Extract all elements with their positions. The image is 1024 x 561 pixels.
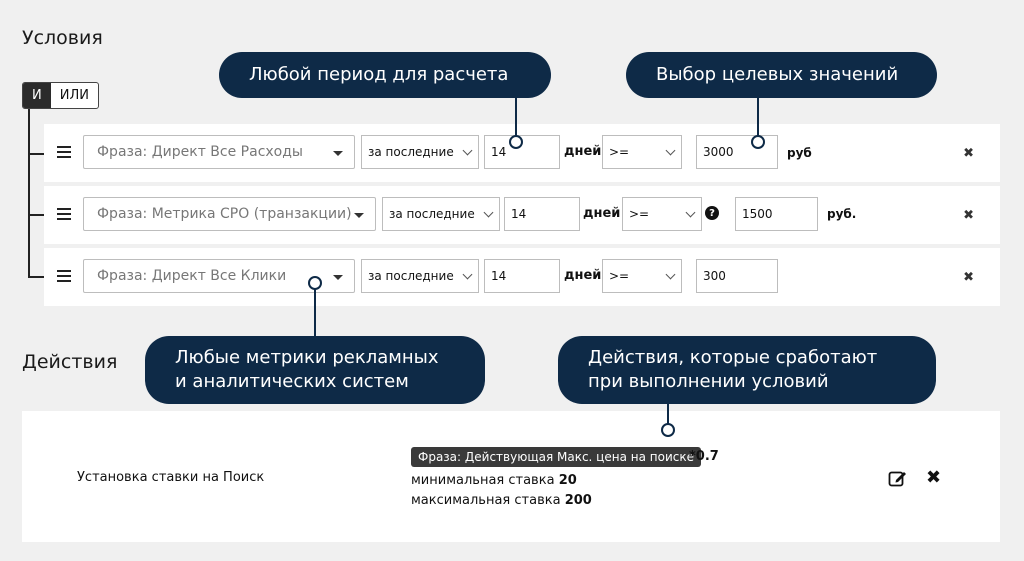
chevron-down-icon <box>484 208 494 218</box>
operator-select[interactable] <box>622 197 702 231</box>
tree-branch <box>28 214 44 216</box>
callout-pointer-line <box>757 98 759 136</box>
period-select-value: за последние <box>368 145 454 159</box>
callout-pointer-dot <box>751 135 765 149</box>
caret-down-icon <box>333 151 343 156</box>
callout-actions-line2: при выполнении условий <box>588 371 829 392</box>
days-input[interactable]: 14 <box>484 259 560 293</box>
metric-select[interactable] <box>83 135 355 169</box>
callout-metrics <box>145 336 485 404</box>
condition-row <box>44 186 1000 244</box>
target-value-input[interactable]: 3000 <box>696 135 778 169</box>
max-bid-label: максимальная ставка <box>411 493 561 508</box>
conditions-title: Условия <box>22 27 103 49</box>
callout-metrics-line1: Любые метрики рекламных <box>175 347 439 368</box>
chevron-down-icon <box>463 270 473 280</box>
operator-select-value: >= <box>609 145 630 159</box>
callout-actions-line1: Действия, которые сработают <box>588 347 878 368</box>
days-input[interactable]: 14 <box>504 197 580 231</box>
callout-target <box>626 52 937 98</box>
chevron-down-icon <box>463 146 473 156</box>
days-label: дней <box>564 268 602 283</box>
drag-handle-icon[interactable] <box>57 208 71 220</box>
unit-label: руб <box>787 146 812 160</box>
action-item <box>22 411 1000 542</box>
operator-select-value: >= <box>629 207 650 221</box>
unit-label: руб. <box>827 207 857 221</box>
drag-handle-icon[interactable] <box>57 270 71 282</box>
actions-title: Действия <box>22 351 118 373</box>
callout-pointer-line <box>314 287 316 339</box>
days-label: дней <box>583 206 621 221</box>
tree-branch <box>28 276 44 278</box>
formula-tag: Фраза: Действующая Макс. цена на поиске <box>411 447 701 467</box>
delete-action-icon[interactable]: ✖ <box>926 467 942 488</box>
callout-actions <box>558 336 936 404</box>
callout-pointer-dot <box>661 423 675 437</box>
callout-period-text: Любой период для расчета <box>249 64 509 85</box>
or-toggle-button[interactable]: ИЛИ <box>59 88 89 103</box>
and-or-toggle <box>22 82 99 109</box>
max-bid-line <box>411 493 592 508</box>
period-select-value: за последние <box>368 269 454 283</box>
help-icon[interactable]: ? <box>705 206 719 220</box>
metric-select-value: Фраза: Метрика CPO (транзакции) <box>97 206 352 222</box>
days-label: дней <box>564 144 602 159</box>
metric-select-value: Фраза: Директ Все Расходы <box>97 144 303 160</box>
chevron-down-icon <box>686 208 696 218</box>
callout-target-text: Выбор целевых значений <box>656 64 899 85</box>
callout-pointer-line <box>667 404 669 424</box>
action-label: Установка ставки на Поиск <box>77 470 265 485</box>
drag-handle-icon[interactable] <box>57 146 71 158</box>
min-bid-line <box>411 473 577 488</box>
callout-pointer-dot <box>308 276 322 290</box>
caret-down-icon <box>333 275 343 280</box>
delete-condition-icon[interactable]: ✖ <box>963 146 974 161</box>
condition-tree-line <box>28 109 30 278</box>
period-select[interactable] <box>361 135 479 169</box>
and-toggle-button[interactable]: И <box>23 83 51 108</box>
callout-pointer-dot <box>509 135 523 149</box>
min-bid-value: 20 <box>558 473 577 488</box>
target-value-input[interactable]: 1500 <box>735 197 818 231</box>
chevron-down-icon <box>666 146 676 156</box>
operator-select[interactable] <box>602 259 682 293</box>
callout-period <box>219 52 551 98</box>
period-select-value: за последние <box>389 207 475 221</box>
operator-select-value: >= <box>609 269 630 283</box>
metric-select-value: Фраза: Директ Все Клики <box>97 268 287 284</box>
chevron-down-icon <box>666 270 676 280</box>
target-value-input[interactable]: 300 <box>696 259 778 293</box>
edit-icon[interactable] <box>888 469 908 487</box>
callout-metrics-line2: и аналитических систем <box>175 371 409 392</box>
delete-condition-icon[interactable]: ✖ <box>963 208 974 223</box>
max-bid-value: 200 <box>564 493 592 508</box>
operator-select[interactable] <box>602 135 682 169</box>
tree-branch <box>28 153 44 155</box>
caret-down-icon <box>354 213 364 218</box>
condition-row <box>44 124 1000 182</box>
formula-multiplier: *0.7 <box>689 449 719 464</box>
days-input[interactable]: 14 <box>484 135 560 169</box>
period-select[interactable] <box>361 259 479 293</box>
delete-condition-icon[interactable]: ✖ <box>963 270 974 285</box>
condition-row <box>44 248 1000 306</box>
min-bid-label: минимальная ставка <box>411 473 555 488</box>
callout-pointer-line <box>515 98 517 136</box>
metric-select[interactable] <box>83 197 376 231</box>
period-select[interactable] <box>382 197 500 231</box>
